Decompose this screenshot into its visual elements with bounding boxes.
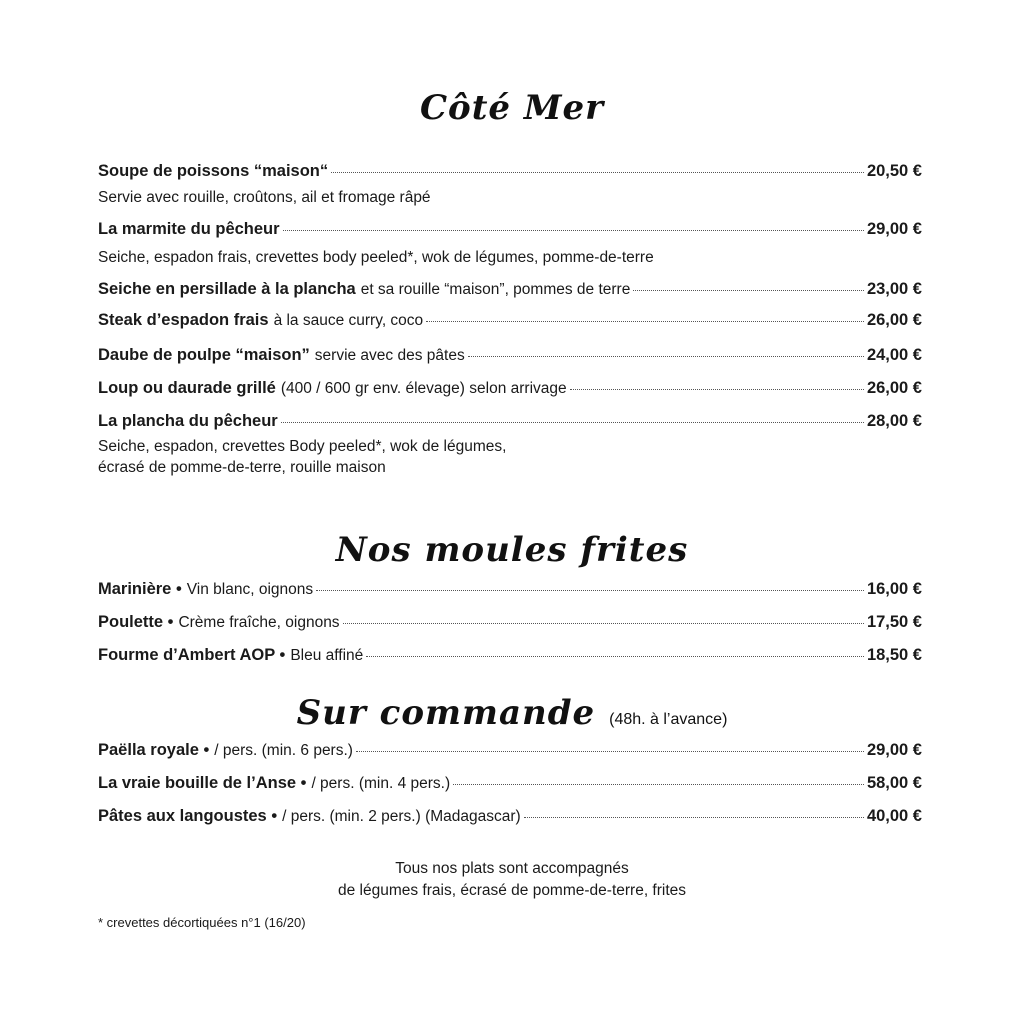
item-detail: / pers. (min. 6 pers.): [214, 742, 353, 759]
item-description: Servie avec rouille, croûtons, ail et fromage râpé: [98, 189, 431, 206]
item-price: 16,00 €: [866, 580, 922, 598]
item-name: La plancha du pêcheur: [98, 412, 278, 430]
menu-item: [98, 162, 922, 186]
menu-item: [98, 646, 922, 670]
item-price: 29,00 €: [866, 741, 922, 759]
item-detail: Crème fraîche, oignons: [178, 614, 340, 631]
item-detail: servie avec des pâtes: [314, 347, 465, 364]
section-title-commande: [0, 693, 1024, 733]
item-name: Steak d’espadon frais: [98, 311, 269, 329]
item-price: 28,00 €: [866, 412, 922, 430]
menu-item: [98, 807, 922, 831]
item-name: Marinière •: [98, 580, 182, 598]
item-price: 26,00 €: [866, 379, 922, 397]
item-name: La marmite du pêcheur: [98, 220, 280, 238]
leader-dots: [570, 389, 864, 390]
item-name: Soupe de poissons “maison“: [98, 162, 329, 180]
item-name: Pâtes aux langoustes •: [98, 807, 278, 825]
leader-dots: [343, 623, 864, 624]
leader-dots: [331, 172, 864, 173]
item-detail: (400 / 600 gr env. élevage) selon arrivage: [280, 380, 567, 397]
menu-item: [98, 580, 922, 604]
item-description: Seiche, espadon, crevettes Body peeled*, wok de légumes,: [98, 438, 507, 455]
menu-item: [98, 412, 922, 436]
item-detail: / pers. (min. 4 pers.): [311, 775, 451, 792]
item-name: Loup ou daurade grillé: [98, 379, 276, 397]
item-name: Paëlla royale •: [98, 741, 210, 759]
item-price: 26,00 €: [866, 311, 922, 329]
menu-item: [98, 346, 922, 370]
item-name: La vraie bouille de l’Anse •: [98, 774, 307, 792]
item-detail: Vin blanc, oignons: [186, 581, 314, 598]
leader-dots: [366, 656, 864, 657]
leader-dots: [453, 784, 864, 785]
menu-item: [98, 280, 922, 304]
item-description: écrasé de pomme-de-terre, rouille maison: [98, 459, 386, 476]
item-price: 58,00 €: [866, 774, 922, 792]
leader-dots: [316, 590, 864, 591]
item-detail: / pers. (min. 2 pers.) (Madagascar): [282, 808, 521, 825]
menu-item: [98, 741, 922, 765]
item-detail: à la sauce curry, coco: [273, 312, 424, 329]
leader-dots: [281, 422, 864, 423]
item-price: 18,50 €: [866, 646, 922, 664]
menu-item: [98, 774, 922, 798]
leader-dots: [283, 230, 864, 231]
leader-dots: [633, 290, 864, 291]
item-name: Fourme d’Ambert AOP •: [98, 646, 286, 664]
item-price: 17,50 €: [866, 613, 922, 631]
section-title-mer: Côté Mer: [419, 88, 605, 128]
menu-item: [98, 613, 922, 637]
footer-line: Tous nos plats sont accompagnés: [395, 860, 629, 877]
section-title-text: Sur commande: [296, 693, 596, 733]
item-description: Seiche, espadon frais, crevettes body peeled*, wok de légumes, pomme-de-terre: [98, 249, 654, 266]
item-detail: Bleu affiné: [290, 647, 364, 664]
item-price: 20,50 €: [866, 162, 922, 180]
leader-dots: [426, 321, 864, 322]
section-note: (48h. à l’avance): [609, 711, 728, 728]
leader-dots: [468, 356, 864, 357]
item-price: 29,00 €: [866, 220, 922, 238]
footnote: * crevettes décortiquées n°1 (16/20): [98, 915, 306, 930]
leader-dots: [524, 817, 864, 818]
item-price: 40,00 €: [866, 807, 922, 825]
footer-line: de légumes frais, écrasé de pomme-de-terre, frites: [337, 882, 687, 899]
item-name: Seiche en persillade à la plancha: [98, 280, 356, 298]
item-name: Daube de poulpe “maison”: [98, 346, 310, 364]
item-price: 23,00 €: [866, 280, 922, 298]
menu-item: [98, 311, 922, 335]
section-title-moules: Nos moules frites: [335, 530, 689, 570]
item-name: Poulette •: [98, 613, 174, 631]
leader-dots: [356, 751, 864, 752]
menu-item: [98, 220, 922, 244]
menu-item: [98, 379, 922, 403]
item-detail: et sa rouille “maison”, pommes de terre: [360, 281, 631, 298]
item-price: 24,00 €: [866, 346, 922, 364]
